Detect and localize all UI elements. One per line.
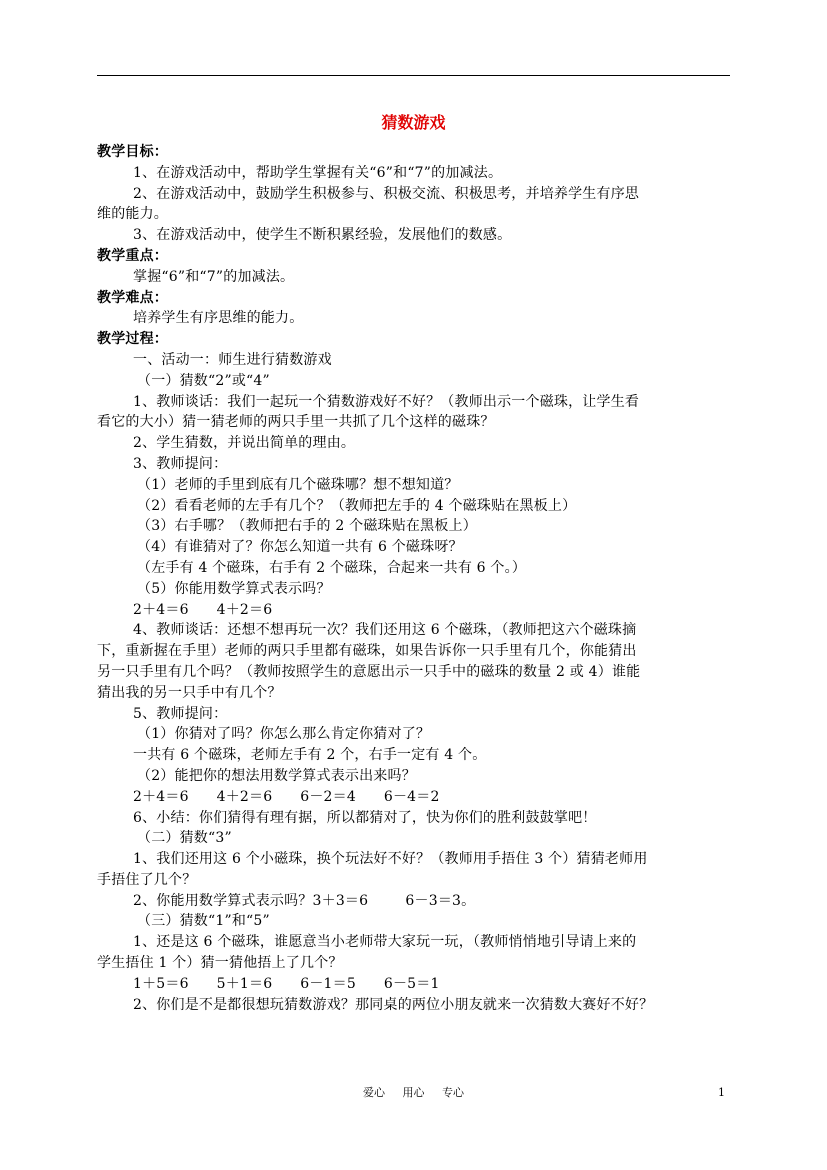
text-line: 1＋5＝6 5＋1＝6 6－1＝5 6－5＝1 — [133, 975, 440, 992]
text-line: 猜出我的另一只手中有几个？ — [97, 684, 282, 701]
text-line: （2）能把你的想法用数学算式表示出来吗？ — [137, 767, 416, 784]
text-line: （一）猜数“2”或“4” — [137, 372, 270, 389]
text-line: （三）猜数“1”和“5” — [137, 913, 270, 930]
text-line: （1）你猜对了吗？你怎么那么肯定你猜对了？ — [137, 726, 431, 743]
page-footer: 爱心 用心 专心 — [363, 1086, 464, 1099]
section-heading: 教学目标： — [97, 144, 168, 160]
header-rule — [97, 75, 730, 76]
text-line: （二）猜数“3” — [137, 830, 232, 847]
text-line: 一、活动一：师生进行猜数游戏 — [133, 351, 332, 368]
text-line: 2＋4＝6 4＋2＝6 6－2＝4 6－4＝2 — [133, 788, 440, 805]
text-line: 2、学生猜数，并说出简单的理由。 — [133, 435, 356, 452]
text-line: 1、教师谈话：我们一起玩一个猜数游戏好不好？（教师出示一个磁珠，让学生看 — [133, 393, 640, 410]
text-line: 一共有 6 个磁珠，老师左手有 2 个，右手一定有 4 个。 — [133, 747, 487, 764]
text-line: （5）你能用数学算式表示吗？ — [137, 580, 331, 597]
text-line: （1）老师的手里到底有几个磁珠哪？想不想知道？ — [137, 476, 459, 493]
text-line: 1、还是这 6 个磁珠，谁愿意当小老师带大家玩一玩，（教师悄悄地引导请上来的 — [133, 934, 637, 951]
text-line: 看它的大小）猜一猜老师的两只手里一共抓了几个这样的磁珠？ — [97, 414, 495, 431]
text-line: 2、在游戏活动中，鼓励学生积极参与、积极交流、积极思考，并培养学生有序思 — [133, 185, 640, 202]
text-line: 3、在游戏活动中，使学生不断积累经验，发展他们的数感。 — [133, 227, 512, 244]
text-line: 2＋4＝6 4＋2＝6 — [133, 601, 273, 618]
text-line: （4）有谁猜对了？你怎么知道一共有 6 个磁珠呀？ — [137, 539, 463, 556]
section-heading: 教学难点： — [97, 289, 168, 306]
text-line: 1、我们还用这 6 个小磁珠，换个玩法好不好？（教师用手捂住 3 个）猜猜老师用 — [133, 851, 648, 868]
text-line: 4、教师谈话：还想不想再玩一次？我们还用这 6 个磁珠，（教师把这六个磁珠摘 — [133, 622, 637, 639]
text-line: 5、教师提问： — [133, 705, 228, 722]
text-line: 掌握“6”和“7”的加减法。 — [133, 268, 295, 285]
page-number: 1 — [718, 1086, 725, 1099]
text-line: 2、你能用数学算式表示吗？3＋3＝6 6－3＝3。 — [133, 892, 476, 909]
document-title: 猜数游戏 — [381, 113, 446, 132]
section-heading: 教学重点： — [97, 247, 168, 264]
text-line: 3、教师提问： — [133, 455, 228, 472]
text-line: 6、小结：你们猜得有理有据，所以都猜对了，快为你们的胜利鼓鼓掌吧！ — [133, 809, 597, 826]
text-line: 下，重新握在手里）老师的两只手里都有磁珠，如果告诉你一只手里有几个，你能猜出 — [97, 643, 637, 660]
document-body — [97, 142, 737, 1015]
text-line: 1、在游戏活动中，帮助学生掌握有关“6”和“7”的加减法。 — [133, 164, 503, 181]
section-heading: 教学过程： — [97, 331, 168, 348]
text-line: 维的能力。 — [97, 206, 168, 223]
text-line: 另一只手里有几个吗？（教师按照学生的意愿出示一只手中的磁珠的数量 2 或 4）谁能 — [97, 663, 641, 680]
text-line: 手捂住了几个？ — [97, 871, 197, 888]
text-line: 学生捂住 1 个）猜一猜他捂上了几个？ — [97, 955, 343, 972]
text-line: 2、你们是不是都很想玩猜数游戏？那同桌的两位小朋友就来一次猜数大赛好不好？ — [133, 996, 654, 1013]
text-line: （2）看看老师的左手有几个？（教师把左手的 4 个磁珠贴在黑板上） — [137, 497, 577, 514]
text-line: 培养学生有序思维的能力。 — [133, 310, 304, 327]
text-line: （3）右手哪？（教师把右手的 2 个磁珠贴在黑板上） — [137, 518, 477, 535]
text-line: （左手有 4 个磁珠，右手有 2 个磁珠，合起来一共有 6 个。） — [137, 559, 527, 576]
